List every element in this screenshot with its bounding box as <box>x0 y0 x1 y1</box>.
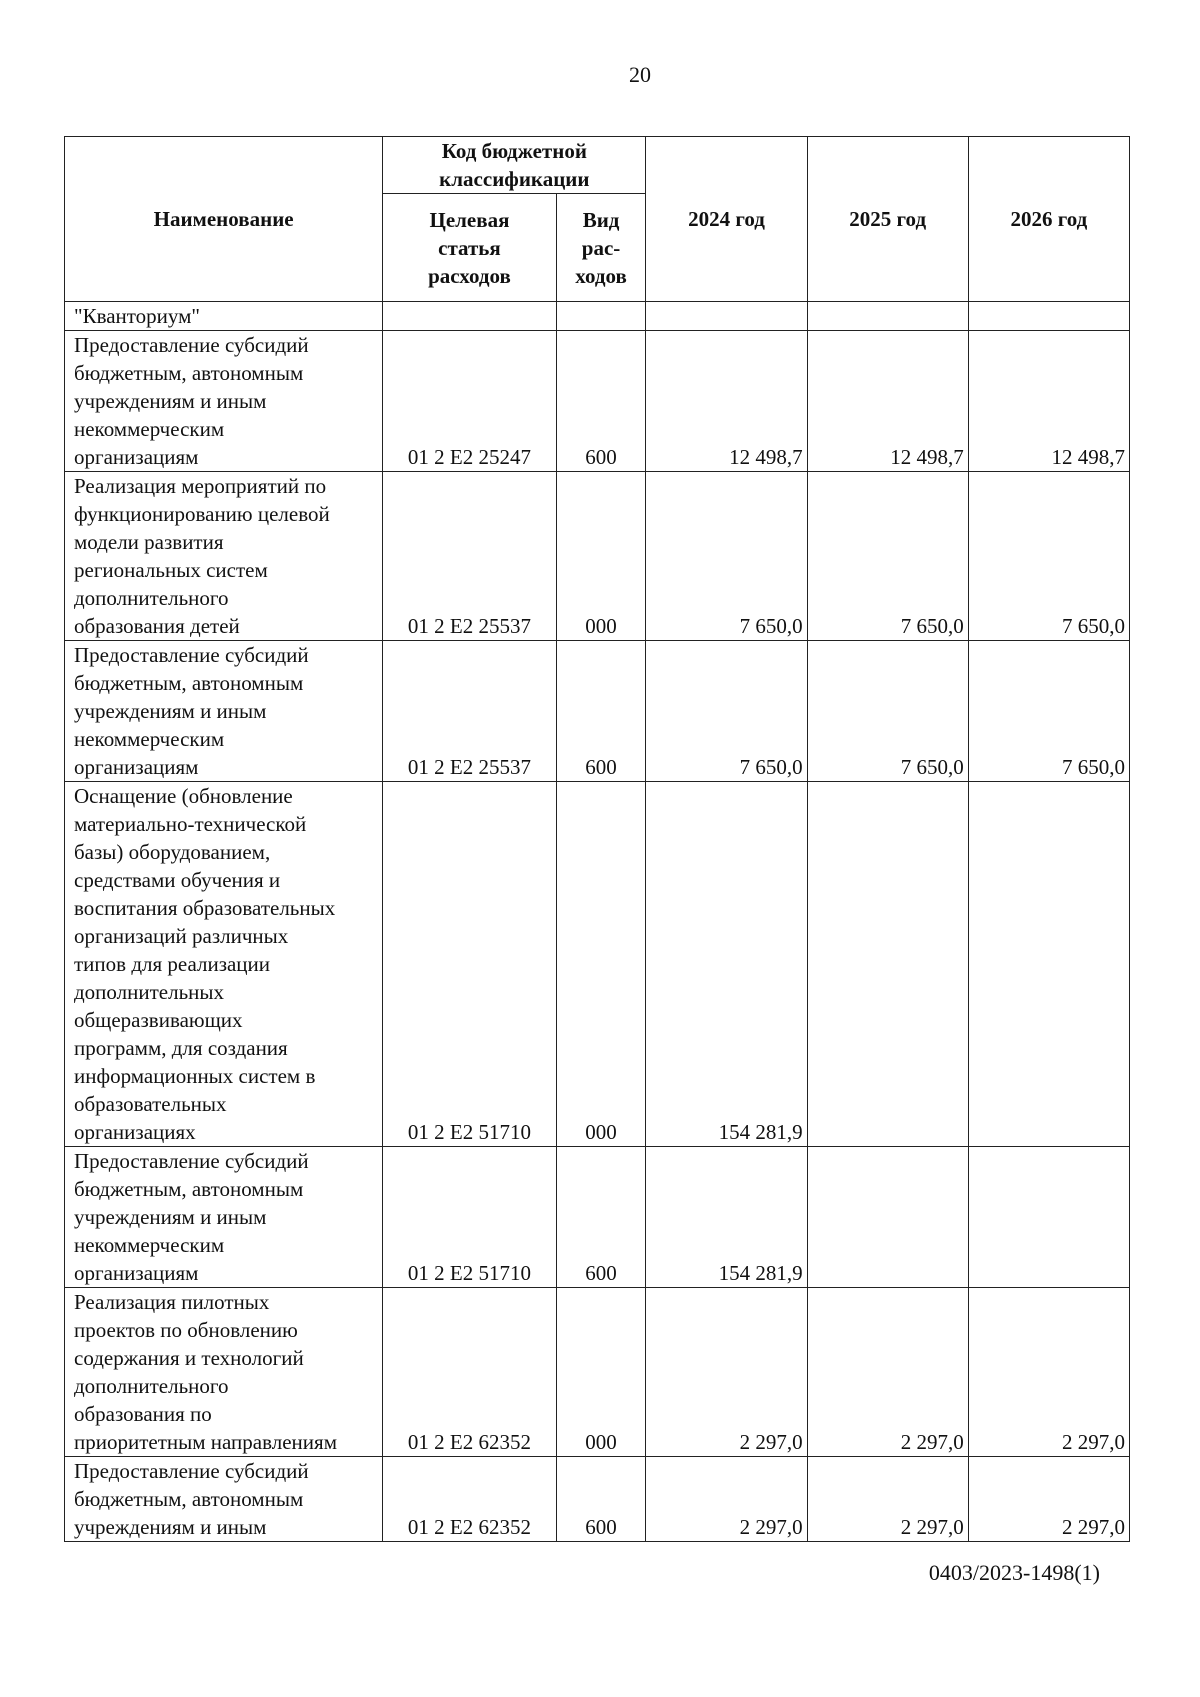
name-cell: Предоставление субсидий бюджетным, автономным учреждениям и иным некоммерческим организациям <box>65 1147 383 1288</box>
table-row <box>65 472 1130 641</box>
target-article-cell <box>383 302 556 331</box>
amount-2025-cell: 12 498,7 <box>807 331 968 472</box>
amount-2026-cell <box>968 782 1129 1147</box>
header-2026: 2026 год <box>968 137 1129 302</box>
target-article-cell: 01 2 E2 62352 <box>383 1288 556 1457</box>
expense-type-cell: 600 <box>556 1457 646 1542</box>
amount-2025-cell: 7 650,0 <box>807 641 968 782</box>
name-cell: "Кванториум" <box>65 302 383 331</box>
amount-2024-cell: 2 297,0 <box>646 1288 807 1457</box>
table-row <box>65 1288 1130 1457</box>
expense-type-cell: 000 <box>556 1288 646 1457</box>
amount-2024-cell: 7 650,0 <box>646 472 807 641</box>
amount-2024-cell: 154 281,9 <box>646 782 807 1147</box>
header-expense-type: Вид рас- ходов <box>556 194 646 302</box>
table-row <box>65 1457 1130 1542</box>
budget-table <box>64 136 1130 1542</box>
table-row <box>65 302 1130 331</box>
amount-2026-cell: 2 297,0 <box>968 1457 1129 1542</box>
amount-2025-cell: 2 297,0 <box>807 1457 968 1542</box>
table-row <box>65 641 1130 782</box>
amount-2025-cell: 7 650,0 <box>807 472 968 641</box>
header-target-article: Целевая статья расходов <box>383 194 556 302</box>
amount-2025-cell <box>807 302 968 331</box>
table-row <box>65 331 1130 472</box>
header-code-group: Код бюджетной классификации <box>383 137 646 194</box>
amount-2024-cell: 12 498,7 <box>646 331 807 472</box>
page-number: 20 <box>629 62 651 87</box>
name-cell: Реализация пилотных проектов по обновлению содержания и технологий дополнительного образования по приоритетным направлениям <box>65 1288 383 1457</box>
document-id: 0403/2023-1498(1) <box>928 1560 1100 1585</box>
header-name: Наименование <box>65 137 383 302</box>
name-cell: Оснащение (обновление материально-технической базы) оборудованием, средствами обучения и воспитания образовательных организаций различных типов для реализации дополнительных общеразвивающих программ, для создания информационных систем в образовательных организациях <box>65 782 383 1147</box>
table-row <box>65 1147 1130 1288</box>
amount-2026-cell <box>968 302 1129 331</box>
header-2024: 2024 год <box>646 137 807 302</box>
amount-2024-cell <box>646 302 807 331</box>
target-article-cell: 01 2 E2 51710 <box>383 782 556 1147</box>
amount-2024-cell: 2 297,0 <box>646 1457 807 1542</box>
name-cell: Предоставление субсидий бюджетным, автономным учреждениям и иным некоммерческим организациям <box>65 331 383 472</box>
amount-2026-cell: 7 650,0 <box>968 472 1129 641</box>
expense-type-cell: 000 <box>556 782 646 1147</box>
amount-2025-cell <box>807 782 968 1147</box>
amount-2026-cell: 2 297,0 <box>968 1288 1129 1457</box>
amount-2024-cell: 154 281,9 <box>646 1147 807 1288</box>
amount-2024-cell: 7 650,0 <box>646 641 807 782</box>
table-row <box>65 782 1130 1147</box>
name-cell: Предоставление субсидий бюджетным, автономным учреждениям и иным <box>65 1457 383 1542</box>
expense-type-cell: 000 <box>556 472 646 641</box>
header-2025: 2025 год <box>807 137 968 302</box>
target-article-cell: 01 2 E2 25247 <box>383 331 556 472</box>
target-article-cell: 01 2 E2 51710 <box>383 1147 556 1288</box>
table-body <box>65 302 1130 1542</box>
target-article-cell: 01 2 E2 25537 <box>383 472 556 641</box>
amount-2025-cell <box>807 1147 968 1288</box>
expense-type-cell <box>556 302 646 331</box>
expense-type-cell: 600 <box>556 641 646 782</box>
expense-type-cell: 600 <box>556 331 646 472</box>
name-cell: Реализация мероприятий по функционированию целевой модели развития региональных систем дополнительного образования детей <box>65 472 383 641</box>
expense-type-cell: 600 <box>556 1147 646 1288</box>
target-article-cell: 01 2 E2 62352 <box>383 1457 556 1542</box>
amount-2025-cell: 2 297,0 <box>807 1288 968 1457</box>
target-article-cell: 01 2 E2 25537 <box>383 641 556 782</box>
amount-2026-cell: 12 498,7 <box>968 331 1129 472</box>
amount-2026-cell: 7 650,0 <box>968 641 1129 782</box>
amount-2026-cell <box>968 1147 1129 1288</box>
name-cell: Предоставление субсидий бюджетным, автономным учреждениям и иным некоммерческим организациям <box>65 641 383 782</box>
